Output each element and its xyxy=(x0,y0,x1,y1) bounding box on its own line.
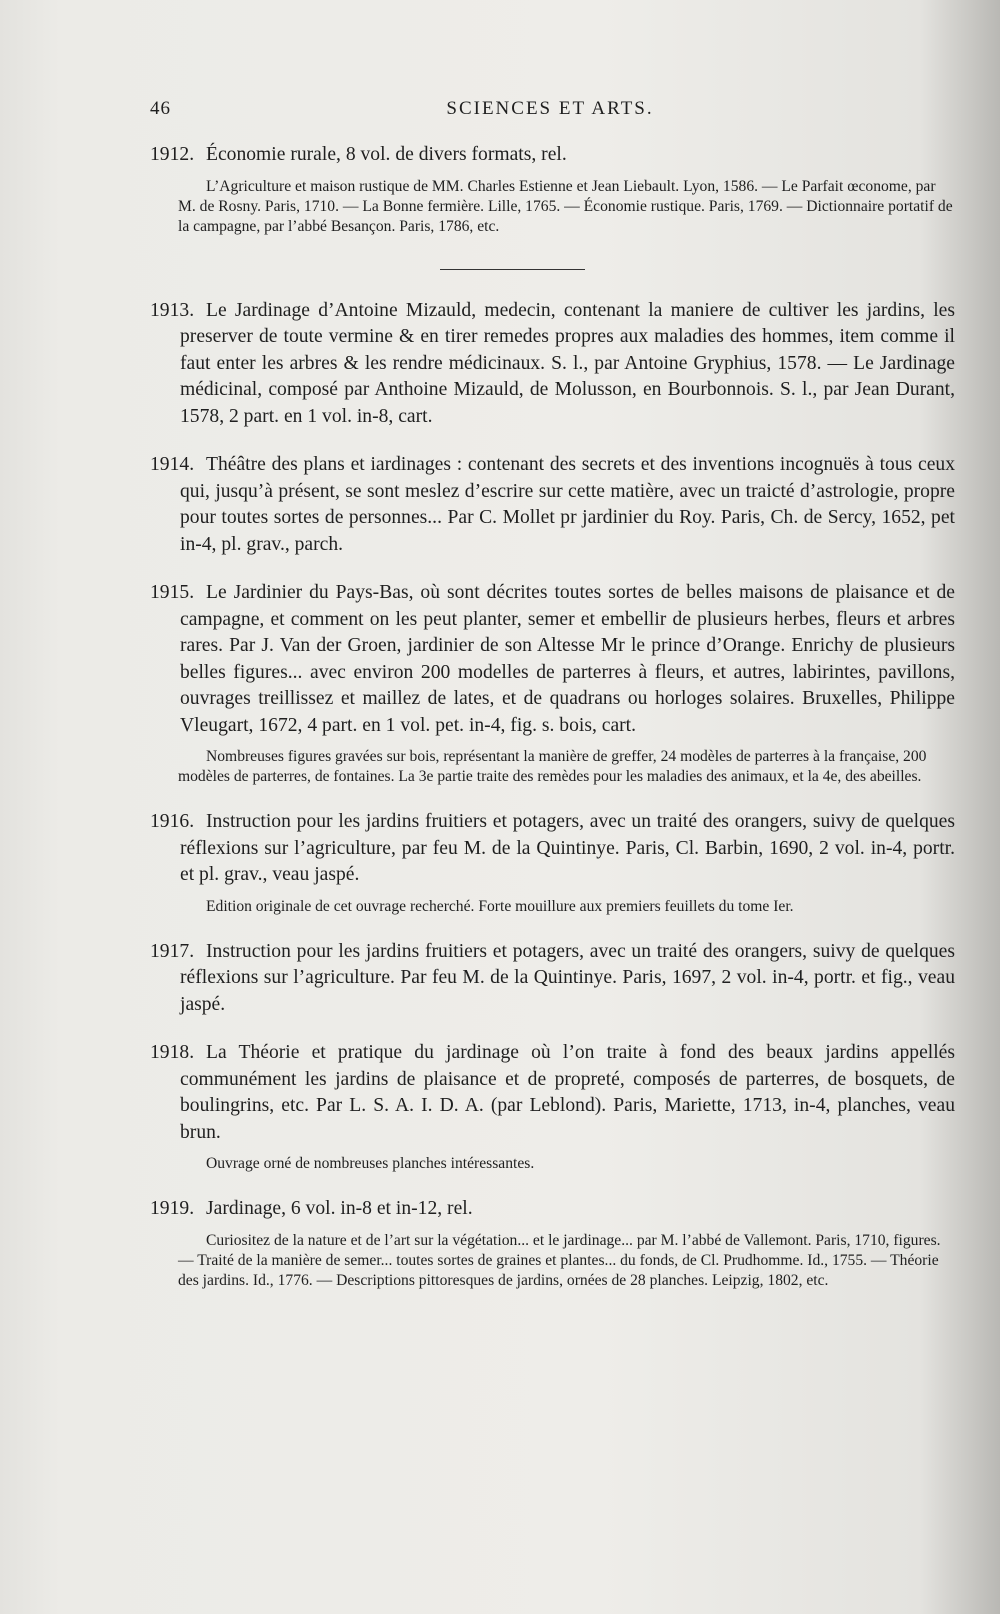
entry-number: 1917. xyxy=(150,940,195,962)
entry-text: Théâtre des plans et iardinages : contenant des secrets et des inventions incognuës à tous ceux qui, jusqu’à présent, se sont meslez d’escrire sur cette matière, avec un traicté d’astrologie, propre pour toutes sortes de personnes... Par C. Mollet pr jardinier du Roy. Paris, Ch. de Sercy, 1652, pet in-4, pl. grav., parch. xyxy=(180,454,955,555)
catalogue-entries xyxy=(150,142,955,1313)
entry-1915 xyxy=(150,580,955,787)
entry-text: Instruction pour les jardins fruitiers et potagers, avec un traité des orangers, suivy de quelques réflexions sur l’agriculture, par feu M. de la Quintinye. Paris, Cl. Barbin, 1690, 2 vol. in-4, portr. et pl. grav., veau jaspé. xyxy=(180,811,955,885)
entry-number: 1912. xyxy=(150,144,195,165)
entry-1914 xyxy=(150,452,955,558)
entry-number: 1913. xyxy=(150,299,195,321)
entry-1913 xyxy=(150,298,955,431)
entry-number: 1914. xyxy=(150,454,195,475)
entry-text: Instruction pour les jardins fruitiers et potagers, avec un traité des orangers, suivy de quelques réflexions sur l’agriculture. Par feu M. de la Quintinye. Paris, 1697, 2 vol. in-4, portr. et fig., veau jaspé. xyxy=(180,940,955,1015)
entry-text: Le Jardinier du Pays-Bas, où sont décrites toutes sortes de belles maisons de plaisance et de campagne, et comment on les peut planter, semer et embellir de plusieurs herbes, fleurs et arbres rares. Par J. Van der Groen, jardinier de son Altesse Mr le prince d’Orange. Enrichy de plusieurs belles figures... avec environ 200 modelles de parterres à fleurs, et autres, labirintes, pavillons, ouvrages treillissez et maillez de lates, et de quadrans ou horloges solaires. Bruxelles, Philippe Vleugart, 1672, 4 part. en 1 vol. pet. in-4, fig. s. bois, cart. xyxy=(180,582,955,736)
entry-1917 xyxy=(150,939,955,1019)
entry-text: La Théorie et pratique du jardinage où l’on traite à fond des beaux jardins appellés communément les jardins de plaisance et de propreté, composés de parterres, de bosquets, de boulingrins, etc. Par L. S. A. I. D. A. (par Leblond). Paris, Mariette, 1713, in-4, planches, veau brun. xyxy=(180,1042,955,1143)
section-divider xyxy=(440,269,585,270)
entry-number: 1916. xyxy=(150,811,195,832)
entry-text: Économie rurale, 8 vol. de divers formats, rel. xyxy=(206,144,567,165)
running-title: SCIENCES ET ARTS. xyxy=(446,98,654,119)
entry-text: Jardinage, 6 vol. in-8 et in-12, rel. xyxy=(206,1198,473,1219)
entry-note: Edition originale de cet ouvrage recherché. Forte mouillure aux premiers feuillets du tome Ier. xyxy=(206,897,794,915)
entry-1916 xyxy=(150,809,955,917)
entry-1912 xyxy=(150,142,955,237)
entry-text: Le Jardinage d’Antoine Mizauld, medecin, contenant la maniere de cultiver les jardins, les preserver de toute vermine & en tirer remedes propres aux maladies des hommes, item comme il faut enter les arbres & les rendre médicinaux. S. l., par Antoine Gryphius, 1578. — Le Jardinage médicinal, composé par Anthoine Mizauld, de Molusson, en Bourbonnois. S. l., par Jean Durant, 1578, 2 part. en 1 vol. in-8, cart. xyxy=(180,299,955,427)
entry-1918 xyxy=(150,1040,955,1174)
entry-number: 1915. xyxy=(150,582,195,603)
entry-note: Curiositez de la nature et de l’art sur la végétation... et le jardinage... par M. l’abbé de Vallemont. Paris, 1710, figures. — Traité de la manière de semer... toutes sortes de graines et plantes... du fonds, de Cl. Prudhomme. Id., 1755. — Théorie des jardins. Id., 1776. — Descriptions pittoresques de jardins, ornées de 28 planches. Leipzig, 1802, etc. xyxy=(178,1231,941,1289)
entry-note: Ouvrage orné de nombreuses planches intéressantes. xyxy=(206,1155,535,1172)
entry-note: L’Agriculture et maison rustique de MM. Charles Estienne et Jean Liebault. Lyon, 1586. — Le Parfait œconome, par M. de Rosny. Paris, 1710. — La Bonne fermière. Lille, 1765. — Économie rustique. Paris, 1769. — Dictionnaire portatif de la campagne, par l’abbé Besançon. Paris, 1786, etc. xyxy=(178,177,953,235)
page-number: 46 xyxy=(150,98,171,119)
entry-number: 1919. xyxy=(150,1198,195,1219)
entry-note: Nombreuses figures gravées sur bois, représentant la manière de greffer, 24 modèles de parterres à la française, 200 modèles de parterres, de fontaines. La 3e partie traite des remèdes pour les maladies des animaux, et la 4e, des abeilles. xyxy=(178,748,927,785)
entry-1919 xyxy=(150,1196,955,1291)
entry-number: 1918. xyxy=(150,1042,195,1063)
